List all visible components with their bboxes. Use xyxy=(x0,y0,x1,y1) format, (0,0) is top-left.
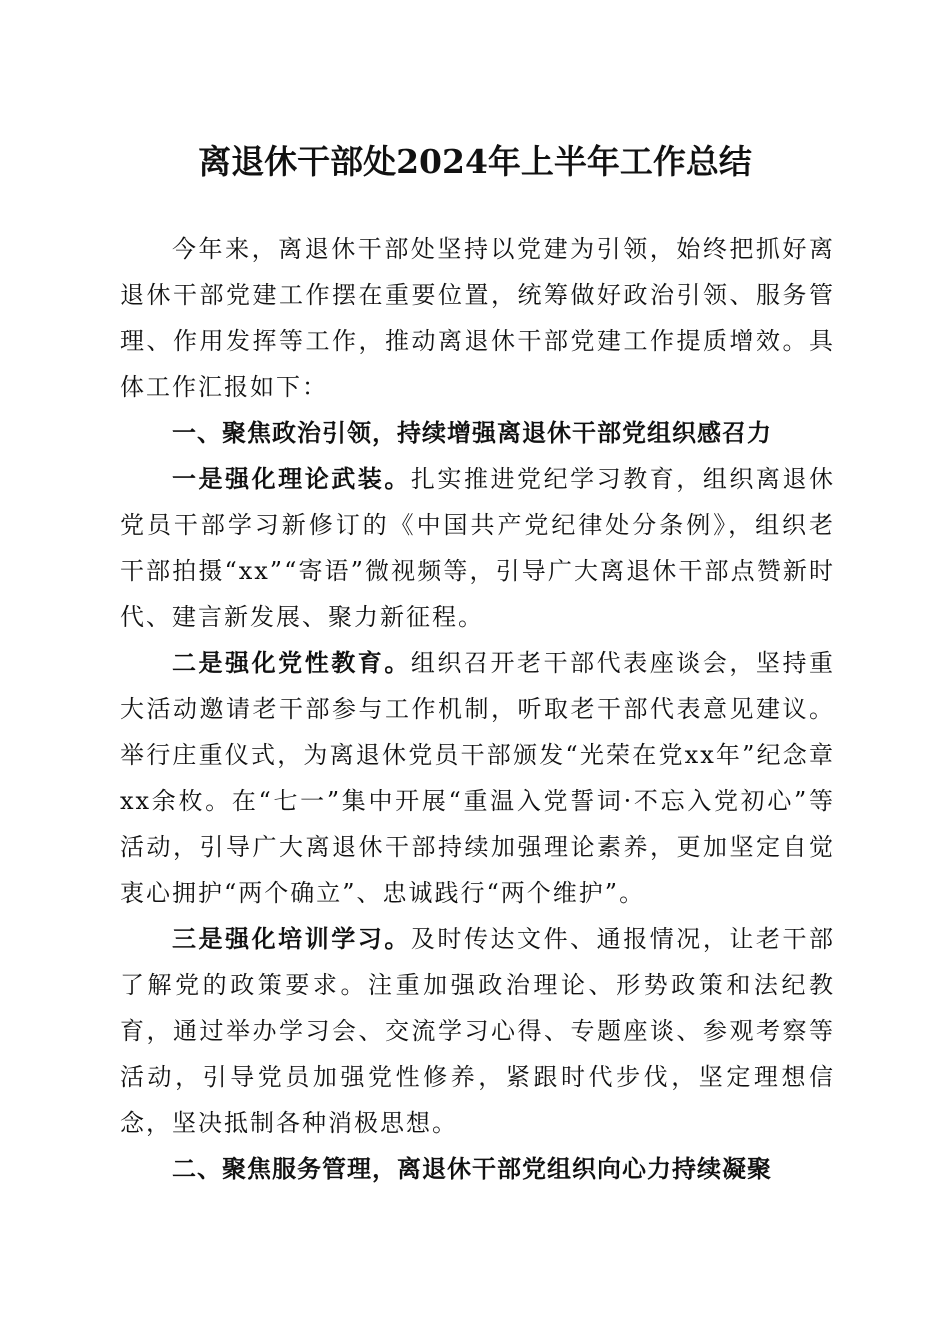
section-1-heading: 一、聚焦政治引领，持续增强离退休干部党组织感召力 xyxy=(172,419,772,447)
paragraph-party-spirit-text: 组织召开老干部代表座谈会，坚持重大活动邀请老干部参与工作机制，听取老干部代表意见建议。举行庄重仪式，为离退休党员干部颁发“光荣在党xx年”纪念章xx余枚。在“七一”集中开展“重温入党誓词·不忘入党初心”等活动，引导广大离退休干部持续加强理论素养，更加坚定自觉衷心拥护“两个确立”、忠诚践行“两个维护”。 xyxy=(120,649,835,907)
paragraph-training xyxy=(120,916,835,1146)
section-2-heading: 二、聚焦服务管理，离退休干部党组织向心力持续凝聚 xyxy=(172,1155,772,1183)
paragraph-theory-lead: 一是强化理论武装。 xyxy=(172,464,411,493)
paragraph-training-text: 及时传达文件、通报情况，让老干部了解党的政策要求。注重加强政治理论、形势政策和法纪教育，通过举办学习会、交流学习心得、专题座谈、参观考察等活动，引导党员加强党性修养，紧跟时代步伐，坚定理想信念，坚决抵制各种消极思想。 xyxy=(120,925,835,1137)
intro-paragraph: 今年来，离退休干部处坚持以党建为引领，始终把抓好离退休干部党建工作摆在重要位置，统筹做好政治引领、服务管理、作用发挥等工作，推动离退休干部党建工作提质增效。具体工作汇报如下： xyxy=(120,235,835,401)
paragraph-party-spirit xyxy=(120,640,835,916)
paragraph-theory-text: 扎实推进党纪学习教育，组织离退休党员干部学习新修订的《中国共产党纪律处分条例》，组织老干部拍摄“xx”“寄语”微视频等，引导广大离退休干部点赞新时代、建言新发展、聚力新征程。 xyxy=(120,465,835,631)
paragraph-theory xyxy=(120,456,835,640)
paragraph-party-spirit-lead: 二是强化党性教育。 xyxy=(172,648,411,677)
document-title: 离退休干部处2024年上半年工作总结 xyxy=(198,142,752,181)
document-body xyxy=(120,226,835,1192)
paragraph-training-lead: 三是强化培训学习。 xyxy=(172,924,411,953)
